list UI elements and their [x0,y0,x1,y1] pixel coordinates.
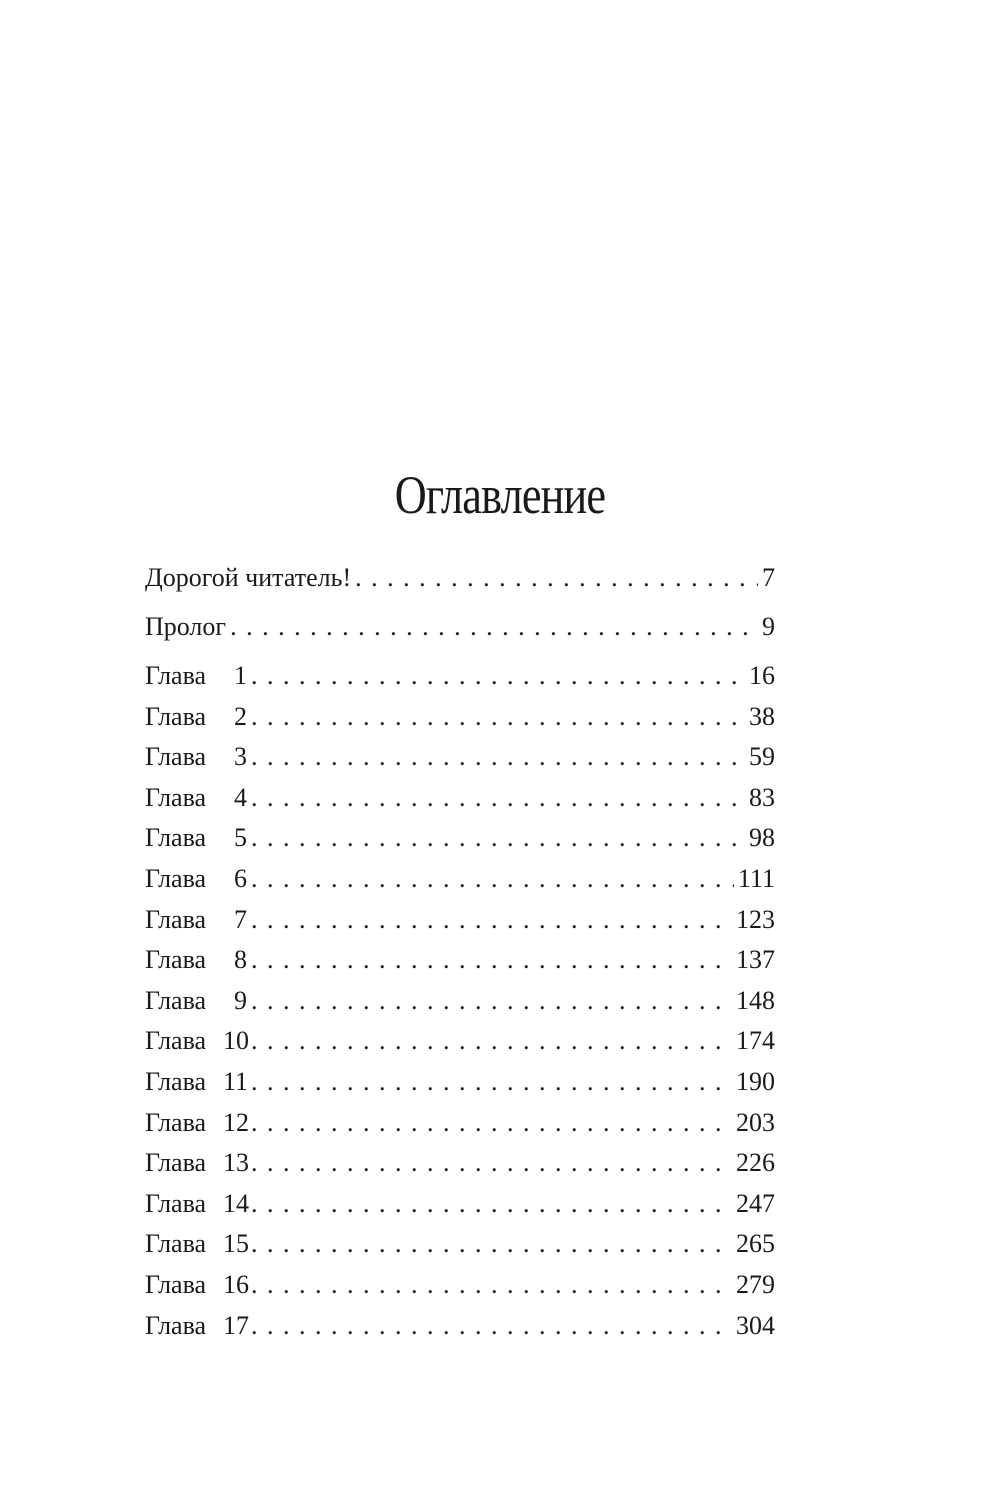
toc-entry-label [145,1143,251,1183]
chapter-word: Глава [145,1310,207,1340]
dot-leader [251,1062,732,1102]
toc-entry-chapter-1[interactable] [145,656,775,697]
dot-leader [251,1184,732,1224]
toc-entry-chapter-2[interactable] [145,697,775,738]
chapter-word: Глава [145,863,207,893]
toc-page-number: 174 [736,1026,775,1056]
toc-page-number: 7 [762,563,775,592]
toc-entry-label [145,778,251,818]
chapter-number: 8 [234,945,247,975]
toc-entry-label [145,1184,251,1224]
dot-leader [251,1021,732,1061]
toc-page-number: 247 [736,1188,775,1218]
toc-page-number: 203 [736,1107,775,1137]
chapter-word: Глава [145,1107,207,1137]
toc-entry-chapter-6[interactable] [145,859,775,900]
toc-page-number: 148 [736,985,775,1015]
chapter-number: 13 [223,1148,249,1178]
dot-leader [251,859,734,899]
dot-leader [230,607,758,647]
chapter-number: 17 [223,1310,249,1340]
chapter-word: Глава [145,661,207,690]
dot-leader [251,778,745,818]
toc-entry-label [145,940,251,980]
chapter-number: 15 [223,1229,249,1259]
toc-page-number: 111 [737,863,775,893]
toc-entry-label [145,697,251,737]
table-of-contents [145,558,775,1346]
toc-entry-label [145,818,251,858]
page-title: Оглавление [394,465,606,525]
toc-entry-chapter-12[interactable] [145,1103,775,1144]
dot-leader [251,1103,732,1143]
chapter-number: 16 [223,1269,249,1299]
toc-page-number: 123 [736,904,775,934]
toc-entry-label [145,1265,251,1305]
chapter-word: Глава [145,1066,207,1096]
chapter-number: 2 [234,701,247,731]
toc-page-number: 226 [736,1148,775,1178]
toc-page-number: 9 [762,612,775,641]
chapter-number: 11 [223,1066,249,1096]
chapter-number: 7 [234,904,247,934]
chapter-number: 1 [234,661,247,690]
dot-leader [251,940,732,980]
toc-entry-chapter-14[interactable] [145,1184,775,1225]
chapter-word: Глава [145,782,207,812]
dot-leader [251,981,732,1021]
toc-entry-label [145,981,251,1021]
toc-entry-chapter-13[interactable] [145,1143,775,1184]
toc-entry-chapter-5[interactable] [145,818,775,859]
toc-page-number: 59 [749,742,775,772]
toc-page-number: 98 [749,823,775,853]
toc-entry-chapter-8[interactable] [145,940,775,981]
toc-entry-chapter-17[interactable] [145,1306,775,1347]
chapter-number: 9 [234,985,247,1015]
dot-leader [251,1143,732,1183]
toc-entry-label [145,900,251,940]
chapter-number: 6 [234,863,247,893]
chapter-word: Глава [145,823,207,853]
toc-entry-label [145,859,251,899]
dot-leader [251,1306,732,1346]
toc-entry-label: Пролог [145,612,227,641]
chapter-number: 4 [234,782,247,812]
toc-page-number: 16 [749,661,775,690]
chapter-word: Глава [145,1148,207,1178]
dot-leader [251,697,745,737]
chapter-word: Глава [145,1188,207,1218]
toc-entry-label [145,737,251,777]
toc-entry-chapter-3[interactable] [145,737,775,778]
chapter-word: Глава [145,1269,207,1299]
toc-page-number: 279 [736,1269,775,1299]
toc-entry-label [145,1021,251,1061]
chapter-word: Глава [145,1026,207,1056]
dot-leader [251,1265,732,1305]
chapter-number: 10 [223,1026,249,1056]
toc-entry-prologue[interactable] [145,607,775,656]
toc-entry-chapter-11[interactable] [145,1062,775,1103]
chapter-number: 12 [223,1107,249,1137]
toc-entry-label [145,656,251,696]
chapter-word: Глава [145,985,207,1015]
toc-entry-label [145,1103,251,1143]
dot-leader [251,818,745,858]
chapter-number: 14 [223,1188,249,1218]
chapter-word: Глава [145,701,207,731]
toc-entry-chapter-7[interactable] [145,900,775,941]
toc-entry-label: Дорогой читатель! [145,563,352,592]
chapter-number: 3 [234,742,247,772]
chapter-word: Глава [145,904,207,934]
toc-entry-chapter-10[interactable] [145,1021,775,1062]
toc-entry-chapter-9[interactable] [145,981,775,1022]
dot-leader [355,558,758,598]
toc-page-number: 265 [736,1229,775,1259]
toc-page-number: 137 [736,945,775,975]
toc-entry-dear-reader[interactable] [145,558,775,607]
chapter-word: Глава [145,945,207,975]
dot-leader [251,1224,732,1264]
toc-entry-label [145,1224,251,1264]
chapter-word: Глава [145,1229,207,1259]
dot-leader [251,656,745,696]
dot-leader [251,737,745,777]
toc-entry-label [145,1062,251,1102]
toc-page-number: 38 [749,701,775,731]
toc-page-number: 304 [736,1310,775,1340]
toc-page-number: 83 [749,782,775,812]
chapter-number: 5 [234,823,247,853]
dot-leader [251,900,732,940]
toc-entry-chapter-15[interactable] [145,1224,775,1265]
toc-entry-label [145,1306,251,1346]
toc-entry-chapter-4[interactable] [145,778,775,819]
toc-entry-chapter-16[interactable] [145,1265,775,1306]
chapter-word: Глава [145,742,207,772]
toc-page-number: 190 [736,1066,775,1096]
